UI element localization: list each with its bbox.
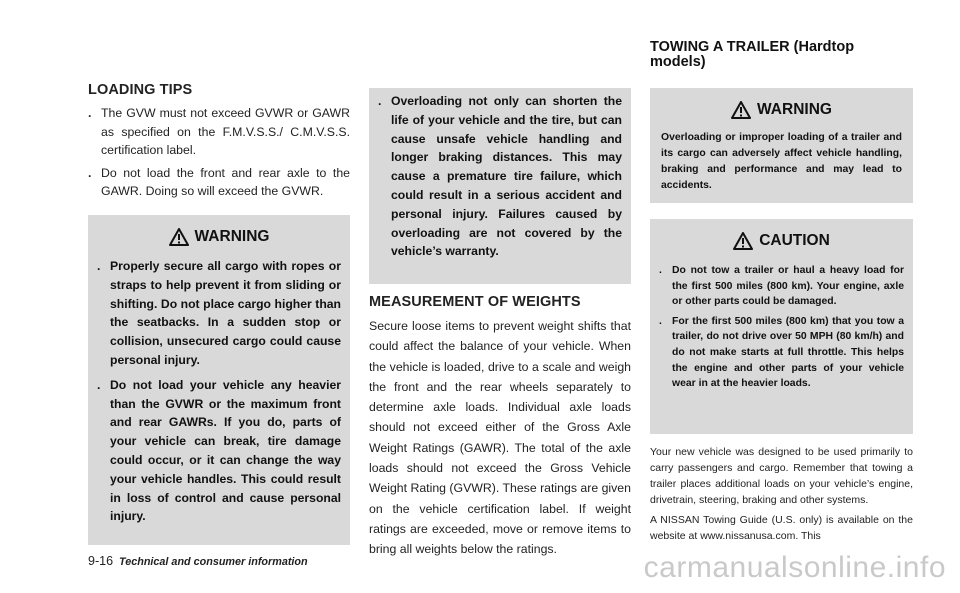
list-item-text: The GVW must not exceed GVWR or GAWR as specified on the F.M.V.S.S./ C.M.V.S.S. certification label. (101, 106, 350, 158)
bullet-marker: . (659, 315, 662, 327)
chapter-title: Technical and consumer information (119, 556, 308, 568)
warning-list-continued (378, 92, 622, 261)
list-item-text: Do not tow a trailer or haul a heavy load for the first 500 miles (800 km). Your engine, axle or other parts could be damaged. (672, 265, 904, 308)
caution-title-text: CAUTION (759, 232, 830, 249)
column-2 (369, 88, 631, 560)
towing-paragraph-1: Your new vehicle was designed to be used primarily to carry passengers and cargo. Remember that towing a trailer places additional loads on your vehicle’s engine, drivetrain, steering, braking and other systems. (650, 446, 913, 506)
measurement-text: Secure loose items to prevent weight shifts that could affect the balance of your vehicle. When the vehicle is loaded, drive to a scale and weigh the front and the rear wheels separately to determine axle loads. Individual axle loads should not exceed either of the Gross Axle Weight Ratings (GAWR). The total of the axle loads should not exceed the Gross Vehicle Weight Rating (GVWR). These ratings are given on the vehicle certification label. If weight ratings are exceeded, move or remove items to bring all weights below the ratings. (369, 319, 631, 557)
warning-title-text: WARNING (194, 227, 270, 245)
trailer-warning-box (650, 88, 913, 203)
warning-box (88, 215, 350, 545)
list-item (378, 92, 622, 261)
list-item (659, 263, 904, 310)
warning-title-text: WARNING (757, 101, 832, 118)
warning-icon (169, 228, 189, 246)
warning-title (659, 96, 904, 124)
list-item-text: Do not load your vehicle any heavier than the GVWR or the maximum front and rear GAWRs. If you do, parts of your vehicle can break, tire damage could occur, or it can change the way your vehicle handles. This could result in loss of control and cause personal injury. (110, 377, 341, 524)
list-item-text: Do not load the front and rear axle to the GAWR. Doing so will exceed the GVWR. (101, 165, 350, 199)
caution-icon (733, 232, 753, 250)
list-item (659, 314, 904, 392)
bullet-marker: . (97, 377, 101, 392)
loading-tips-list (88, 104, 350, 201)
measurement-heading: MEASUREMENT OF WEIGHTS (369, 294, 581, 310)
warning-list (97, 257, 341, 526)
warning-title (97, 223, 341, 251)
page-number: 9-16 (88, 554, 114, 568)
caution-list (659, 263, 904, 392)
watermark: carmanualsonline.info (643, 551, 946, 584)
page-footer (88, 554, 308, 568)
section-title: TOWING A TRAILER (Hardtop models) (650, 39, 855, 70)
bullet-marker: . (97, 258, 101, 273)
caution-box (650, 219, 913, 434)
list-item (97, 376, 341, 526)
list-item-text: For the first 500 miles (800 km) that you tow a trailer, do not drive over 50 MPH (80 km/h) and do not make starts at full throttle. This helps the engine and other parts of your vehicle wear in at the heavier loads. (672, 315, 904, 390)
loading-tips-heading: LOADING TIPS (88, 82, 193, 98)
bullet-marker: . (88, 165, 92, 180)
bullet-marker: . (378, 94, 382, 108)
list-item (97, 257, 341, 370)
bullet-marker: . (659, 265, 662, 276)
list-item (88, 104, 350, 160)
column-3 (650, 88, 913, 544)
towing-paragraph-2: A NISSAN Towing Guide (U.S. only) is available on the website at www.nissanusa.com. This (650, 513, 913, 542)
list-item (88, 164, 350, 201)
list-item-text: Overloading not only can shorten the life of your vehicle and the tire, but can cause unsafe vehicle handling and longer braking distances. This may cause a premature tire failure, which could result in a serious accident and personal injury. Failures caused by overloading are not covered by the vehicle’s warranty. (391, 94, 622, 259)
caution-title (659, 227, 904, 255)
bullet-marker: . (88, 106, 92, 120)
warning-box-continued (369, 88, 631, 284)
column-1 (88, 82, 350, 545)
warning-icon (731, 101, 751, 119)
warning-text: Overloading or improper loading of a trailer and its cargo can adversely affect vehicle handling, braking and performance and may lead to accidents. (661, 132, 902, 191)
list-item-text: Properly secure all cargo with ropes or straps to help prevent it from sliding or shifting. Do not place cargo higher than the seatbacks. In a sudden stop or collision, unsecured cargo could cause personal injury. (110, 258, 341, 367)
